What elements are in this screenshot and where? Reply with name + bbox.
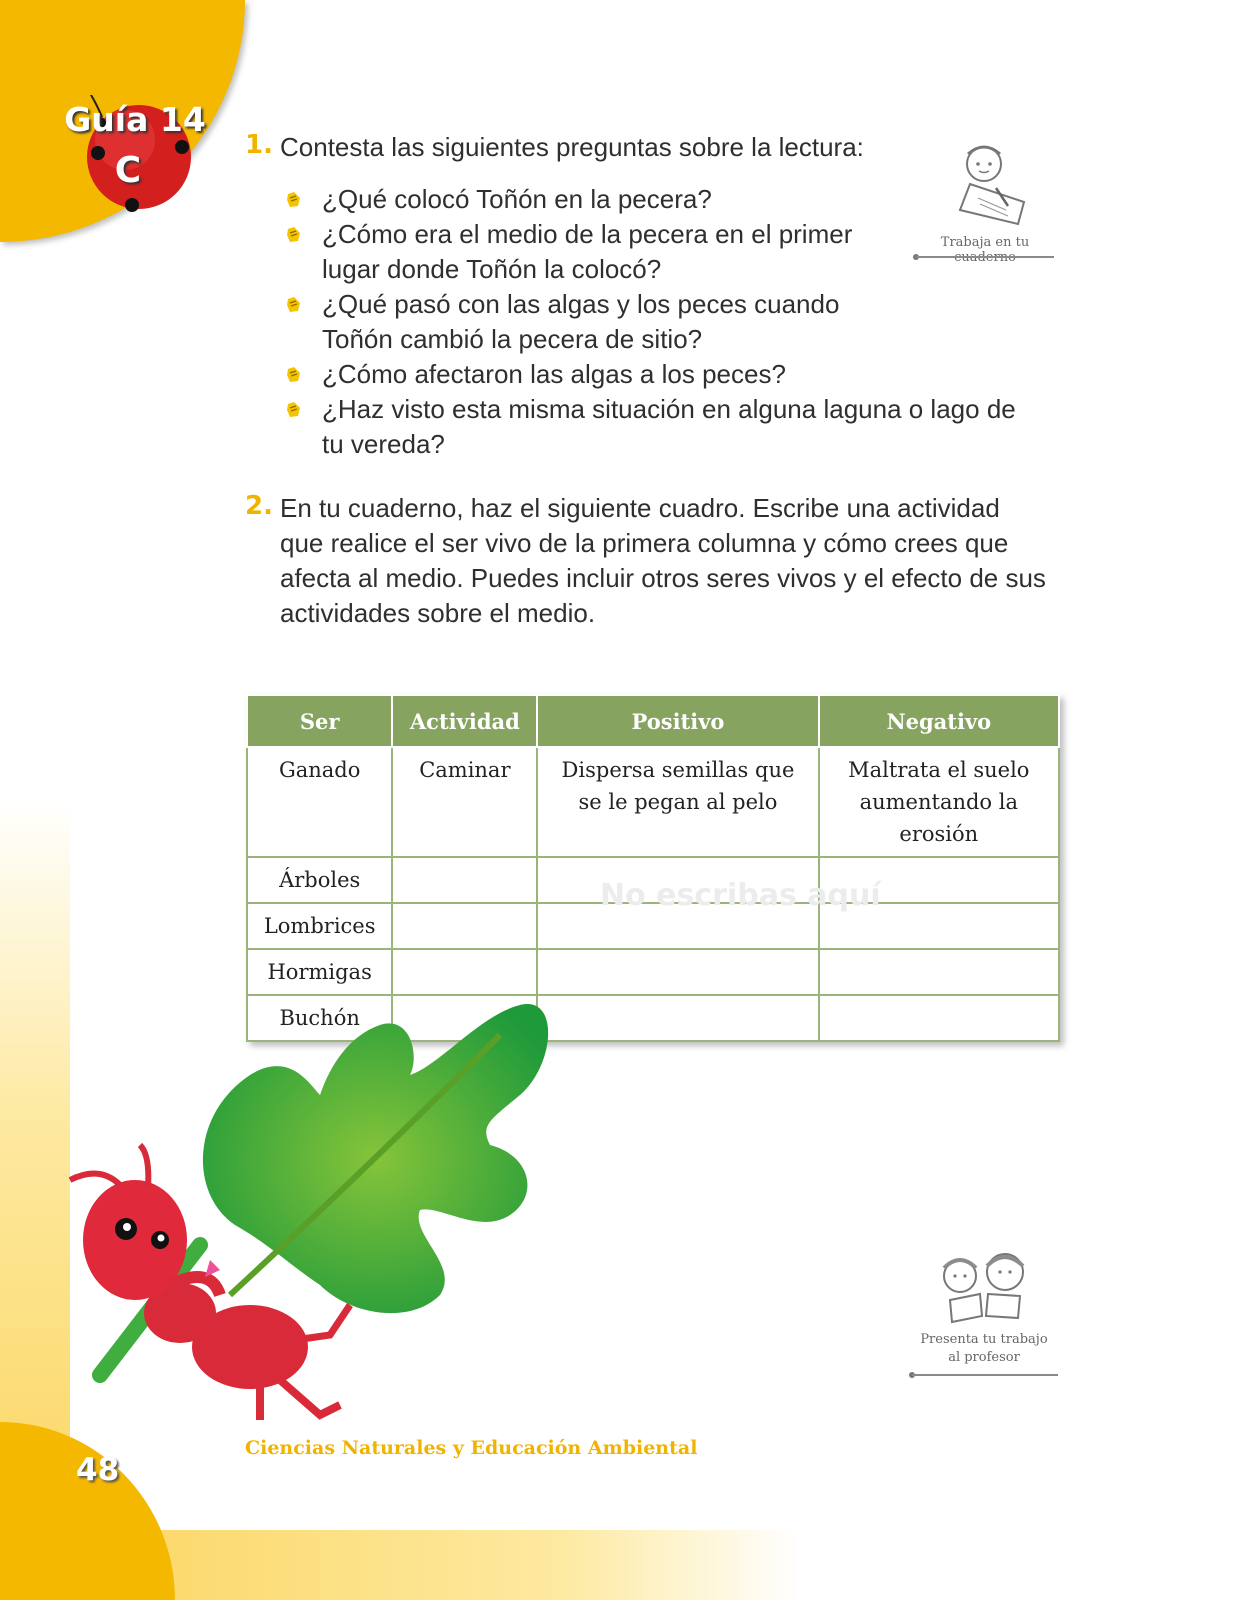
table-cell: Lombrices bbox=[247, 903, 392, 949]
note-underline bbox=[916, 256, 1054, 258]
table-row bbox=[247, 949, 1059, 995]
question-1-number: 1. bbox=[245, 130, 273, 160]
column-header-ser: Ser bbox=[247, 695, 392, 747]
page-number: 48 bbox=[76, 1452, 120, 1488]
table-cell: Buchón bbox=[247, 995, 392, 1041]
children-reading-icon bbox=[930, 1250, 1040, 1330]
question-item: ¿Qué pasó con las algas y los peces cuando Toñón cambió la pecera de sitio? bbox=[284, 287, 882, 357]
hand-bullet-icon bbox=[284, 365, 304, 385]
column-header-actividad: Actividad bbox=[392, 695, 537, 747]
do-not-write-watermark: No escribas aquí bbox=[600, 878, 881, 913]
hand-bullet-icon bbox=[284, 295, 304, 315]
question-2-number: 2. bbox=[245, 491, 273, 521]
bottom-corner-decoration bbox=[0, 1422, 175, 1600]
table-cell: Caminar bbox=[392, 747, 537, 857]
table-cell bbox=[819, 949, 1059, 995]
table-cell bbox=[392, 857, 537, 903]
ant-carrying-leaf-illustration bbox=[60, 995, 560, 1425]
notebook-note: Trabaja en tu bbox=[940, 235, 1030, 250]
note-underline bbox=[912, 1374, 1058, 1376]
footer-subject: Ciencias Naturales y Educación Ambiental bbox=[245, 1437, 698, 1459]
question-item: ¿Qué colocó Toñón en la pecera? bbox=[284, 182, 882, 217]
table-cell bbox=[537, 995, 818, 1041]
question-1-prompt: Contesta las siguientes preguntas sobre la lectura: bbox=[280, 132, 864, 162]
activity-table bbox=[246, 694, 1060, 1042]
table-cell: Dispersa semillas que se le pegan al pelo bbox=[537, 747, 818, 857]
table-cell: Ganado bbox=[247, 747, 392, 857]
table-header-row bbox=[247, 695, 1059, 747]
hand-bullet-icon bbox=[284, 190, 304, 210]
hand-bullet-icon bbox=[284, 225, 304, 245]
question-list bbox=[284, 182, 1044, 462]
present-note bbox=[910, 1331, 1058, 1367]
question-2-text: En tu cuaderno, haz el siguiente cuadro. Escribe una actividad que realice el ser vivo de la primera columna y cómo crees que afecta al medio. Puedes incluir otros seres vivos y el efecto de sus actividades sobre el medio. bbox=[280, 493, 1046, 628]
table-cell bbox=[819, 995, 1059, 1041]
question-item: ¿Cómo era el medio de la pecera en el primer lugar donde Toñón la colocó? bbox=[284, 217, 882, 287]
table-row bbox=[247, 747, 1059, 857]
present-note-line-1: Presenta tu trabajo bbox=[920, 1332, 1048, 1347]
table-cell: Hormigas bbox=[247, 949, 392, 995]
present-note-line-2: al profesor bbox=[948, 1350, 1020, 1365]
guide-letter: C bbox=[114, 150, 142, 191]
column-header-negativo: Negativo bbox=[819, 695, 1059, 747]
table-cell bbox=[392, 903, 537, 949]
question-item: ¿Haz visto esta misma situación en alguna laguna o lago de tu vereda? bbox=[284, 392, 1042, 462]
child-writing-icon bbox=[948, 140, 1028, 232]
table-cell: Árboles bbox=[247, 857, 392, 903]
guide-title: Guía 14 bbox=[64, 100, 206, 139]
hand-bullet-icon bbox=[284, 400, 304, 420]
column-header-positivo: Positivo bbox=[537, 695, 818, 747]
table-cell bbox=[537, 949, 818, 995]
table-cell bbox=[392, 949, 537, 995]
table-cell: Maltrata el suelo aumentando la erosión bbox=[819, 747, 1059, 857]
question-item: ¿Cómo afectaron las algas a los peces? bbox=[284, 357, 1042, 392]
